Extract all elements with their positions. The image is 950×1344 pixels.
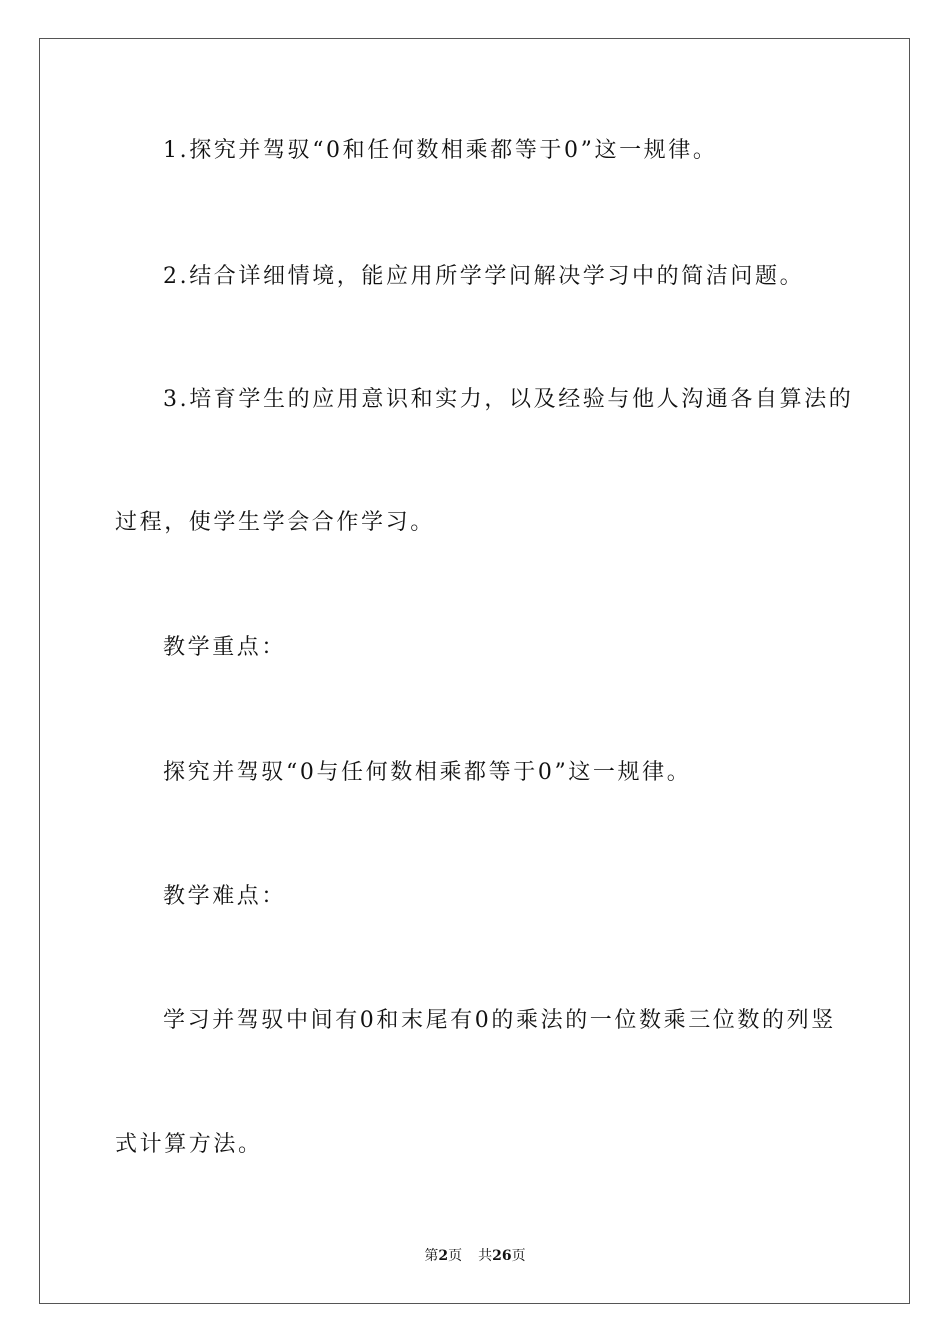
page-footer <box>0 1246 950 1266</box>
difficult-points-body-line-1: 学习并驾驭中间有0和末尾有0的乘法的一位数乘三位数的列竖 <box>163 1008 836 1033</box>
key-points-body: 探究并驾驭“0与任何数相乘都等于0”这一规律。 <box>163 760 692 785</box>
difficult-points-body-line-2: 式计算方法。 <box>115 1132 263 1157</box>
objective-2: 2.结合详细情境，能应用所学学问解决学习中的简洁问题。 <box>163 264 805 289</box>
footer-total-pages: 26 <box>492 1248 512 1264</box>
footer-page-suffix: 页 <box>448 1248 463 1264</box>
key-points-heading: 教学重点： <box>163 635 287 660</box>
footer-total-prefix: 共 <box>478 1248 493 1264</box>
objective-3-line-2: 过程，使学生学会合作学习。 <box>115 510 435 535</box>
objective-1: 1.探究并驾驭“0和任何数相乘都等于0”这一规律。 <box>163 138 718 163</box>
page-frame <box>39 38 910 1304</box>
footer-total-suffix: 页 <box>511 1248 526 1264</box>
objective-3-line-1: 3.培育学生的应用意识和实力，以及经验与他人沟通各自算法的 <box>163 387 854 412</box>
footer-page-number: 2 <box>438 1248 449 1264</box>
difficult-points-heading: 教学难点： <box>163 884 287 909</box>
footer-page-prefix: 第 <box>424 1248 439 1264</box>
